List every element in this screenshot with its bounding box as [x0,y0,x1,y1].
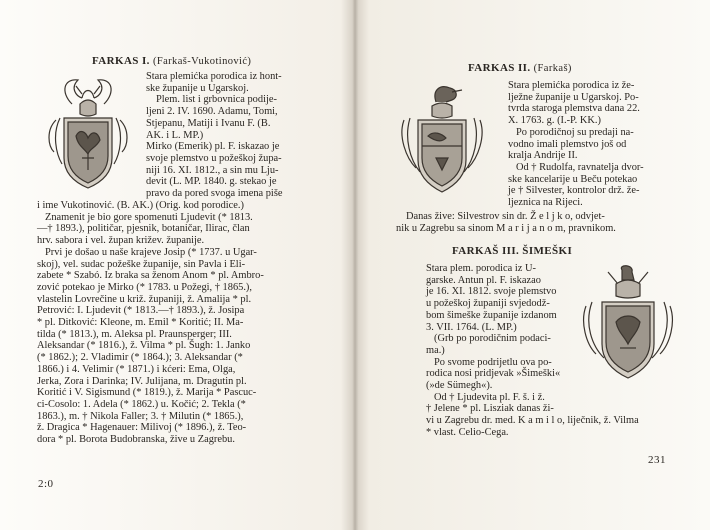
text-line: Danas žive: Silvestrov sin dr. Ž e l j k o, odvjet- [406,211,605,222]
text-line: ci-Cosolo: 1. Adela (* 1862.) u. Kočić; 2. Tekla (* [37,398,246,410]
text-line: niji 16. XI. 1812., a sin mu Lju- [146,164,279,176]
text-line: Petrović: I. Ljudevit (* 1813.—† 1893.), ž. Josipa [37,305,245,317]
text-line: vodno imali plemstvo još od [508,138,627,150]
text-line: ljeznica na Rijeci. [508,197,583,209]
text-line: bom šimeške županije izdanom [426,309,557,321]
text-line: devit (L. MP. 1840. g. stekao je [146,176,277,188]
text-line: Od † Rudolfa, ravnatelja dvor- [516,161,644,173]
text-line: tilda (* 1813.), m. Aleksa pl. Praunsperger; III. [37,328,232,340]
text-line: lježne županije u Ugarskoj. Po- [508,91,639,103]
text-line: nik u Zagrebu sa sinom M a r i j a n o m, pravnikom. [396,222,616,234]
text-line: ljeni 2. IV. 1690. Adamu, Tomi, [146,106,278,118]
text-line: Aleksandar (* 1816.), ž. Vilma * pl. Šugh: 1. Janko [37,340,251,352]
text-line: (Grb po porodičnim podaci- [434,333,551,345]
text-line: kralja Andrije II. [508,150,578,162]
text-line: Stara plem. porodica iz U- [426,263,536,274]
text-line: dora * pl. Borota Budobranska, žive u Zagrebu. [37,434,235,446]
text-line: ž. Dragica * Hagenauer: Milivoj (* 1896.), ž. Teo- [37,422,247,434]
left-page [0,0,352,530]
text-line: i ime Vukotinović. (B. AK.) (Orig. kod porodice.) [37,200,244,211]
page-number-left: 2:0 [38,478,54,490]
text-line: Mirko (Emerik) pl. F. iskazao je [146,141,280,153]
farkas-ii-title: FARKAS II. [468,62,531,74]
farkas-i-subtitle: (Farkaš-Vukotinović) [152,56,252,67]
text-line: † Jelene * pl. Lisziak danas ži- [426,403,554,415]
text-line: Plem. list i grbovnica podije- [156,94,277,106]
farkas-ii-full-text [396,211,616,234]
text-line: 1863.), m. † Nikola Faller; 3. † Milutin (* 1865.), [37,410,244,422]
farkas-ii-heading [468,62,572,74]
farkas-ii-wrapped-text [508,80,644,209]
farkas-i-full-text [37,200,264,446]
text-line: Stara plemićka porodica iz hont- [146,71,282,82]
text-line: (»de Sümegh«). [426,380,493,392]
text-line: vlastelin Lovrečine u križ. županiji, ž. Amalija * pl. [37,293,252,305]
farkas-i-wrapped-text [146,71,282,200]
text-line: * pl. Ditković: Kleone, m. Emil * Koritić; II. Ma- [37,317,244,329]
text-line: garske. Antun pl. F. iskazao [426,274,541,286]
text-line: Stara plemićka porodica iz že- [508,80,635,91]
text-line: * vlast. Celio-Cega. [426,426,509,438]
text-line: ske kancelarije u Beču potekao [508,173,638,185]
text-line: pravo da pored svoga imena piše [146,188,283,200]
text-line: 1866.) i 4. Velimir (* 1871.) i kćeri: Ema, Olga, [37,363,236,375]
page-number-right: 231 [648,454,666,466]
farkas-iii-text [426,263,639,439]
text-line: ma.) [426,344,445,356]
farkas-iii-heading: FARKAŠ III. ŠIMEŠKI [452,245,573,257]
text-line: je 16. XI. 1812. svoje plemstvo [426,286,557,298]
text-line: zabete * Szabó. Iz braka sa ženom Anom * pl. Ambro- [37,270,264,282]
text-line: Po porodičnoj su predaji na- [516,126,634,138]
text-line: Prvi je došao u naše krajeve Josip (* 1737. u Ugar- [45,246,257,258]
text-line: Od † Ljudevita pl. F. š. i ž. [434,391,545,403]
text-line: rodica nosi pridjevak »Šimeški« [426,368,561,380]
text-line: X. 1763. g. (I.-P. KK.) [508,115,601,127]
farkas-i-title: FARKAS I. [92,55,150,67]
farkas-i-coat-of-arms-icon [42,74,134,200]
text-line: skoj), vel. sudac požeške županije, sin Pavla i Eli- [37,258,246,270]
text-line: u požeškoj županiji svjedodž- [426,298,550,310]
farkas-i-heading [92,55,251,67]
text-line: —† 1893.), političar, pjesnik, botaničar, Ilirac, član [37,223,250,235]
text-line: Po svome podrijetlu ova po- [434,356,552,368]
text-line: ske županije u Ugarskoj. [146,82,249,94]
text-line: svoje plemstvo u požeškoj župa- [146,152,282,164]
text-line: (* 1862.); 2. Vladimir (* 1864.); 3. Aleksandar (* [37,352,243,364]
farkas-ii-subtitle: (Farkaš) [533,63,572,74]
text-line: AK. i L. MP.) [146,129,204,141]
text-line: Stjepanu, Matiji i Ivanu F. (B. [146,117,271,129]
text-line: Znamenit je bio gore spomenuti Ljudevit (* 1813. [45,211,253,223]
farkas-ii-coat-of-arms-icon [396,80,488,202]
text-line: hrv. sabora i vel. župan križev. županije. [37,235,205,247]
text-line: je † Silvester, kontrolor drž. že- [508,185,640,197]
text-line: Koritić i V. Sigismund (* 1819.), ž. Marija * Pascuc- [37,387,257,399]
text-line: Jerka, Zora i Darinka; IV. Julijana, m. Dragutin pl. [37,375,247,387]
text-line: 3. VII. 1764. (L. MP.) [426,321,517,333]
text-line: tvrda staroga plemstva dana 22. [508,103,640,115]
text-line: zović potekao je Mirko (* 1783. u Požegi, † 1865.), [37,281,252,293]
text-line: vi u Zagrebu dr. med. K a m i l o, liječnik, ž. Vilma [426,415,639,427]
right-page [356,0,710,530]
